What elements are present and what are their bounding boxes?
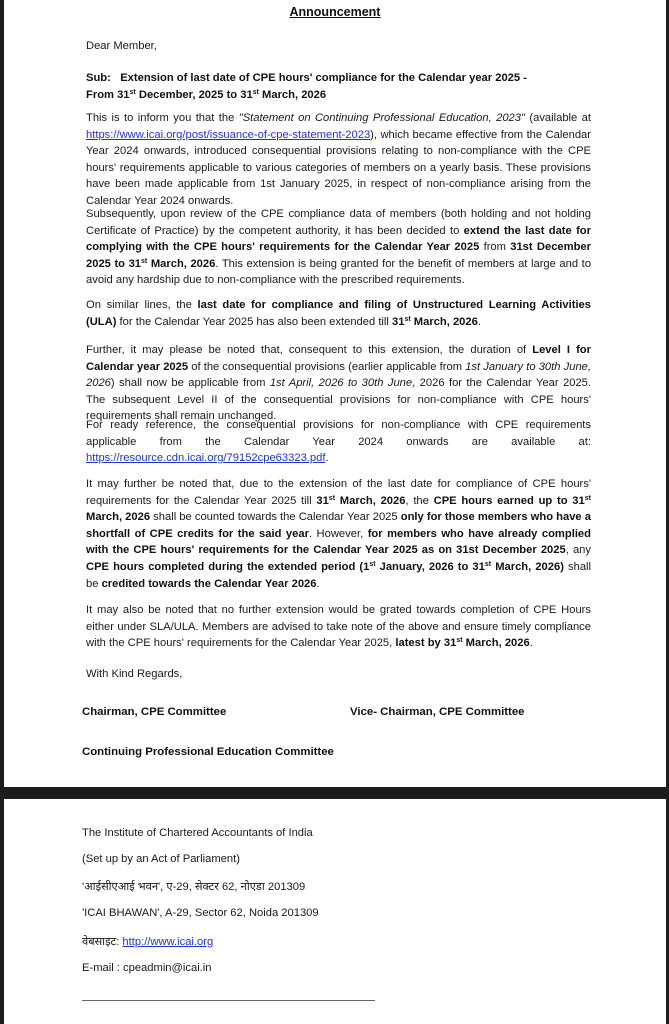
- paragraph-no-further-extension: It may also be noted that no further extension would be grated towards completion of CPE Hours either under SLA/ULA. Members are advised to take note of the above and ensure timely compliance with the CPE hours' requirements for the Calendar Year 2025, latest by 31st March, 2026.: [86, 604, 591, 650]
- signatory-chairman: Chairman, CPE Committee: [82, 706, 227, 718]
- announcement-page: [4, 0, 666, 787]
- announcement-title: Announcement: [289, 5, 381, 19]
- address-hindi: 'आईसीएआई भवन', ए-29, सेक्टर 62, नोएडा 201309: [82, 881, 306, 893]
- paragraph-level-one: Further, it may please be noted that, consequent to this extension, the duration of Level I for Calendar year 2025 of the consequential provisions (earlier applicable from 1st January to 30th June, 2026) shall now be applicable from 1st April, 2026 to 30th June, 2026 for the Calendar Year 2025. The subsequent Level II of the consequential provisions for non-compliance with CPE hours' requirements shall remain unchanged.: [86, 344, 592, 423]
- salutation: Dear Member,: [86, 40, 157, 52]
- footer-page: [4, 799, 666, 1024]
- committee-name: Continuing Professional Education Committee: [82, 746, 334, 758]
- footer-rule: [82, 1000, 375, 1001]
- closing: With Kind Regards,: [86, 668, 183, 680]
- address-english: 'ICAI BHAWAN', A-29, Sector 62, Noida 201309: [82, 907, 319, 919]
- paragraph-reference: For ready reference, the consequential provisions for non-compliance with CPE requirements applicable from the Calendar Year 2024 onwards are available at: https://resource.cdn.icai.org/79152cpe63323.pdf.: [86, 419, 591, 465]
- cpe-statement-link[interactable]: https://www.icai.org/post/issuance-of-cpe-statement-2023: [86, 128, 371, 141]
- institute-setup: (Set up by an Act of Parliament): [82, 853, 240, 865]
- signatory-vice-chairman: Vice- Chairman, CPE Committee: [350, 706, 525, 718]
- paragraph-extension: Subsequently, upon review of the CPE compliance data of members (both holding and not holding Certificate of Practice) by the competent authority, it has been decided to extend the last date for complying with the CPE hours' requirements for the Calendar Year 2025 from 31st December 2025 to 31st March, 2026. This extension is being granted for the benefit of members at large and to avoid any hardship due to non-compliance with the prescribed requirements.: [86, 208, 591, 287]
- paragraph-statement: This is to inform you that the "Statement on Continuing Professional Education, 2023" (available at https://www.icai.org/post/issuance-of-cpe-statement-2023), which became effective from the Calendar Year 2024 onwards, introduced consequential provisions relating to non-compliance with the CPE hours' requirements applicable to various categories of members on a yearly basis. These provisions have been made applicable from 1st January 2025, in respect of non-compliance arising from the Calendar Year 2024 onwards.: [86, 112, 591, 207]
- email: E-mail : cpeadmin@icai.in: [82, 962, 212, 974]
- subject: Sub: Extension of last date of CPE hours' compliance for the Calendar year 2025 - From 31st December, 2025 to 31st March, 2026: [86, 72, 527, 101]
- website: वेबसाइट: http://www.icai.org: [82, 936, 214, 948]
- institute-name: The Institute of Chartered Accountants of India: [82, 827, 313, 839]
- website-link[interactable]: http://www.icai.org: [122, 936, 214, 948]
- paragraph-hours-counting: It may further be noted that, due to the extension of the last date for compliance of CPE hours' requirements for the Calendar Year 2025 till 31st March, 2026, the CPE hours earned up to 31st March, 2026 shall be counted towards the Calendar Year 2025 only for those members who have a shortfall of CPE credits for the said year. However, for members who have already complied with the CPE hours' requirements for the Calendar Year 2025 as on 31st December 2025, any CPE hours completed during the extended period (1st January, 2026 to 31st March, 2026) shall be credited towards the Calendar Year 2026.: [86, 478, 592, 590]
- paragraph-ula: On similar lines, the last date for compliance and filing of Unstructured Learning Activities (ULA) for the Calendar Year 2025 has also been extended till 31st March, 2026.: [86, 299, 591, 328]
- consequential-provisions-link[interactable]: https://resource.cdn.icai.org/79152cpe63323.pdf: [86, 452, 326, 465]
